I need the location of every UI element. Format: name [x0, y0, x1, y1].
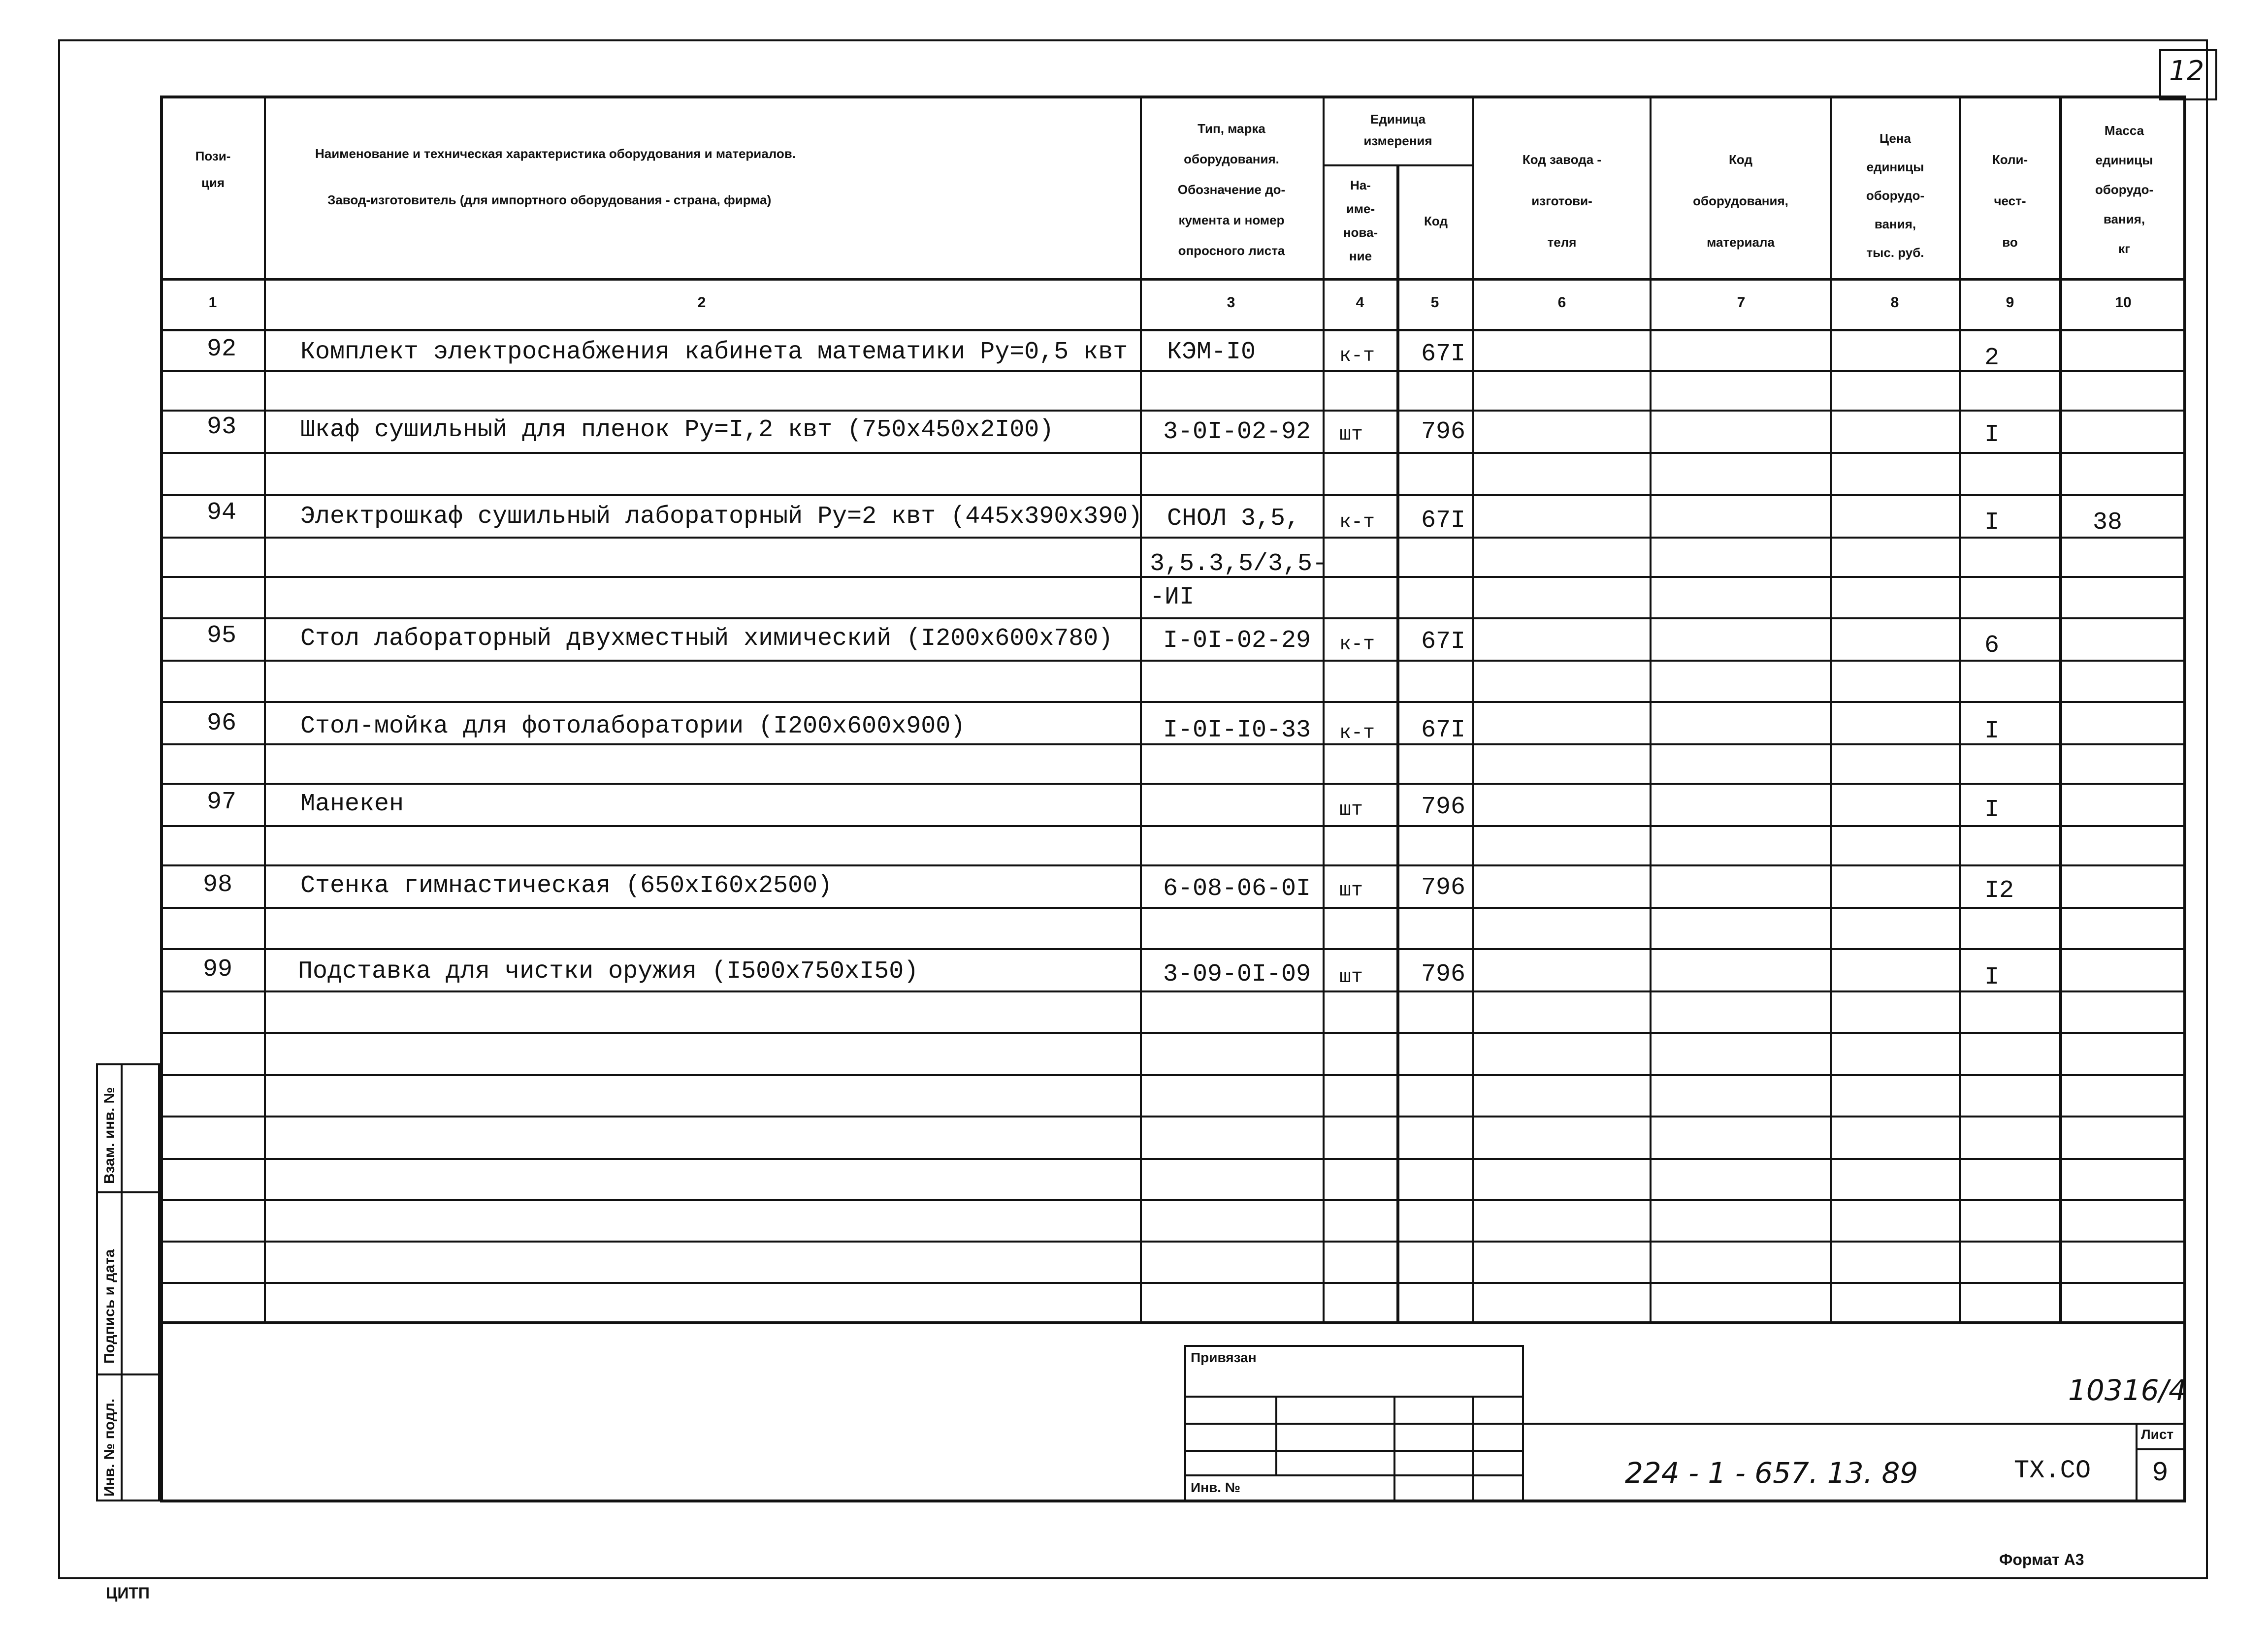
row-unit: к-т [1339, 722, 1375, 744]
row-position: 92 [207, 335, 237, 363]
column-number: 5 [1430, 294, 1439, 311]
colnum-bottom-line [160, 329, 2186, 331]
header-col7-line1: Код [1729, 152, 1752, 167]
row-unit: шт [1339, 424, 1363, 446]
row-line [160, 1282, 2186, 1284]
header-col8-line2: единицы [1866, 160, 1924, 174]
side-label-inv: Инв. № подл. [101, 1398, 118, 1497]
header-col4-line4: ние [1349, 249, 1372, 263]
sheet-corner-number: 12 [2169, 55, 2204, 87]
column-number: 4 [1356, 294, 1364, 311]
column-number: 8 [1890, 294, 1899, 311]
column-number: 10 [2115, 294, 2132, 311]
row-qty: I [1984, 509, 2000, 537]
row-code: 67I [1421, 628, 1466, 656]
row-mark: 3-0I-02-92 [1163, 418, 1311, 446]
row-name: Комплект электроснабжения кабинета математики Ру=0,5 квт [300, 338, 1128, 366]
row-unit: к-т [1339, 345, 1375, 367]
side-label-vzam: Взам. инв. № [101, 1087, 118, 1184]
row-unit: шт [1339, 880, 1363, 902]
row-mark: СНОЛ 3,5, [1167, 505, 1300, 533]
row-code: 796 [1421, 793, 1466, 821]
column-number: 3 [1227, 294, 1235, 311]
header-col10-line3: оборудо- [2095, 182, 2154, 197]
row-mark-line3: -ИI [1150, 583, 1195, 611]
document-code: 224 - 1 - 657. 13. 89 [1625, 1456, 1918, 1490]
row-line [160, 617, 2186, 619]
header-col6 [1474, 139, 1650, 263]
row-line [160, 1158, 2186, 1160]
row-position: 98 [203, 871, 233, 899]
header-col45 [1325, 108, 1471, 152]
header-col8 [1832, 124, 1959, 267]
row-mark: 3-09-0I-09 [1163, 960, 1311, 989]
list-label: Лист [2141, 1427, 2174, 1442]
header-col3-line5: опросного листа [1178, 243, 1285, 258]
header-col8-line3: оборудо- [1866, 188, 1925, 203]
row-code: 67I [1421, 716, 1466, 744]
row-name: Стенка гимнастическая (650хI60х2500) [300, 872, 833, 900]
handwritten-number: 10316/4 [2068, 1373, 2187, 1407]
column-number: 6 [1557, 294, 1566, 311]
row-code: 796 [1421, 874, 1466, 902]
row-position: 95 [207, 622, 237, 650]
header-col10 [2062, 116, 2186, 263]
header-col10-line5: кг [2118, 241, 2130, 256]
header-col7-line3: материала [1707, 235, 1775, 250]
row-position: 94 [207, 499, 237, 527]
header-col9-line1: Коли- [1992, 152, 2028, 167]
table-body-bottom [160, 1321, 2186, 1324]
privyazan-vline [1472, 1396, 1474, 1502]
row-qty: I [1984, 963, 2000, 991]
row-name: Стол-мойка для фотолаборатории (I200х600х900) [300, 712, 966, 740]
row-line [160, 783, 2186, 785]
row-mark: I-0I-I0-33 [1163, 716, 1311, 744]
header-col2-line2: Завод-изготовитель (для импортного оборудования - страна, фирма) [327, 192, 772, 207]
row-name: Электрошкаф сушильный лабораторный Ру=2 квт (445х390х390) [300, 503, 1143, 531]
header-col10-line2: единицы [2095, 153, 2153, 167]
side-stamp-divider [121, 1063, 123, 1501]
row-mark: КЭМ-I0 [1167, 338, 1256, 366]
side-stamp-line [96, 1191, 160, 1193]
side-label-podpis: Подпись и дата [101, 1249, 118, 1364]
row-position: 96 [207, 709, 237, 737]
row-line [160, 660, 2186, 662]
format-label: Формат А3 [1999, 1551, 2084, 1568]
side-stamp-line [96, 1373, 160, 1375]
header-col1 [162, 143, 263, 196]
row-position: 99 [203, 956, 233, 984]
column-number: 2 [697, 294, 706, 311]
mark-code: ТХ.СО [2014, 1456, 2091, 1485]
row-line [160, 1074, 2186, 1076]
list-number: 9 [2152, 1457, 2169, 1489]
header-col1-line1: Пози- [195, 149, 231, 163]
header-col9 [1961, 139, 2059, 263]
header-col3-line4: кумента и номер [1178, 213, 1285, 227]
header-col6-line1: Код завода - [1522, 152, 1602, 167]
row-line [160, 1241, 2186, 1243]
row-qty: I2 [1984, 877, 2014, 905]
header-col7-line2: оборудования, [1693, 193, 1788, 208]
header-col3 [1141, 113, 1322, 266]
header-col9-line3: во [2002, 235, 2018, 250]
column-number: 7 [1737, 294, 1746, 311]
row-unit: к-т [1339, 634, 1375, 656]
header-col1-line2: ция [201, 175, 225, 190]
row-qty: I [1984, 796, 2000, 824]
header-col3-line1: Тип, марка [1198, 121, 1265, 136]
row-name: Манекен [300, 790, 404, 818]
row-line [160, 410, 2186, 412]
column-number: 1 [208, 294, 217, 311]
row-unit: шт [1339, 799, 1363, 821]
row-line [160, 701, 2186, 703]
row-line [160, 537, 2186, 539]
row-position: 97 [207, 788, 237, 816]
row-line [160, 452, 2186, 454]
header-col10-line4: вания, [2103, 212, 2145, 226]
header-col2 [268, 140, 1135, 213]
inv-no-label: Инв. № [1191, 1480, 1241, 1495]
row-line [160, 1199, 2186, 1201]
header-col6-line2: изготови- [1531, 193, 1592, 208]
row-name: Подставка для чистки оружия (I500х750хI50) [298, 958, 919, 986]
privyazan-label: Привязан [1191, 1350, 1257, 1365]
row-name: Стол лабораторный двухместный химический (I200х600х780) [300, 625, 1113, 653]
privyazan-vline [1275, 1396, 1277, 1474]
header-col3-line3: Обозначение до- [1177, 182, 1286, 197]
row-line [160, 494, 2186, 496]
column-number: 9 [2006, 294, 2014, 311]
row-unit: к-т [1339, 511, 1375, 534]
row-mark: I-0I-02-29 [1163, 627, 1311, 655]
header-col4 [1325, 173, 1396, 268]
header-col5-line1: Код [1424, 214, 1448, 228]
row-position: 93 [207, 413, 237, 441]
row-line [160, 1032, 2186, 1034]
header-col5 [1399, 208, 1472, 234]
row-line [160, 907, 2186, 909]
header-col6-line3: теля [1547, 235, 1577, 250]
row-unit: шт [1339, 966, 1363, 989]
row-qty: 6 [1984, 632, 2000, 660]
header-col4-line3: нова- [1343, 225, 1378, 240]
row-mark: 6-08-06-0I [1163, 875, 1311, 903]
row-code: 796 [1421, 960, 1466, 989]
header-col7 [1652, 139, 1830, 263]
privyazan-vline [1393, 1396, 1395, 1502]
header-col2-line1: Наименование и техническая характеристика оборудования и материалов. [315, 146, 796, 161]
header-col3-line2: оборудования. [1184, 152, 1279, 166]
row-line [160, 1116, 2186, 1117]
header-col8-line1: Цена [1879, 131, 1911, 146]
title-block-line [1524, 1423, 2186, 1425]
row-line [160, 370, 2186, 372]
list-box-line [2136, 1448, 2186, 1450]
unit-subheader-line [1323, 164, 1472, 166]
row-line [160, 864, 2186, 866]
row-qty: 2 [1984, 344, 2000, 372]
header-bottom-line [160, 278, 2186, 281]
header-col8-line5: тыс. руб. [1866, 245, 1924, 260]
row-code: 67I [1421, 507, 1466, 535]
header-col4-line1: На- [1350, 178, 1371, 192]
row-name: Шкаф сушильный для пленок Ру=I,2 квт (750х450х2I00) [300, 416, 1054, 444]
header-unit-line2: измерения [1363, 133, 1432, 148]
header-col4-line2: име- [1346, 201, 1375, 216]
row-line [160, 948, 2186, 950]
row-code: 796 [1421, 418, 1466, 446]
row-mass: 38 [2093, 509, 2123, 537]
header-unit-line1: Единица [1370, 112, 1426, 127]
header-col9-line2: чест- [1994, 193, 2026, 208]
row-line [160, 990, 2186, 992]
bottom-left-note: ЦИТП [106, 1584, 150, 1602]
row-line [160, 825, 2186, 827]
row-qty: I [1984, 421, 2000, 449]
header-col8-line4: вания, [1874, 217, 1916, 231]
row-qty: I [1984, 717, 2000, 745]
row-mark-line2: 3,5.3,5/3,5- [1150, 550, 1328, 578]
header-col10-line1: Масса [2104, 123, 2144, 138]
row-code: 67I [1421, 340, 1466, 368]
